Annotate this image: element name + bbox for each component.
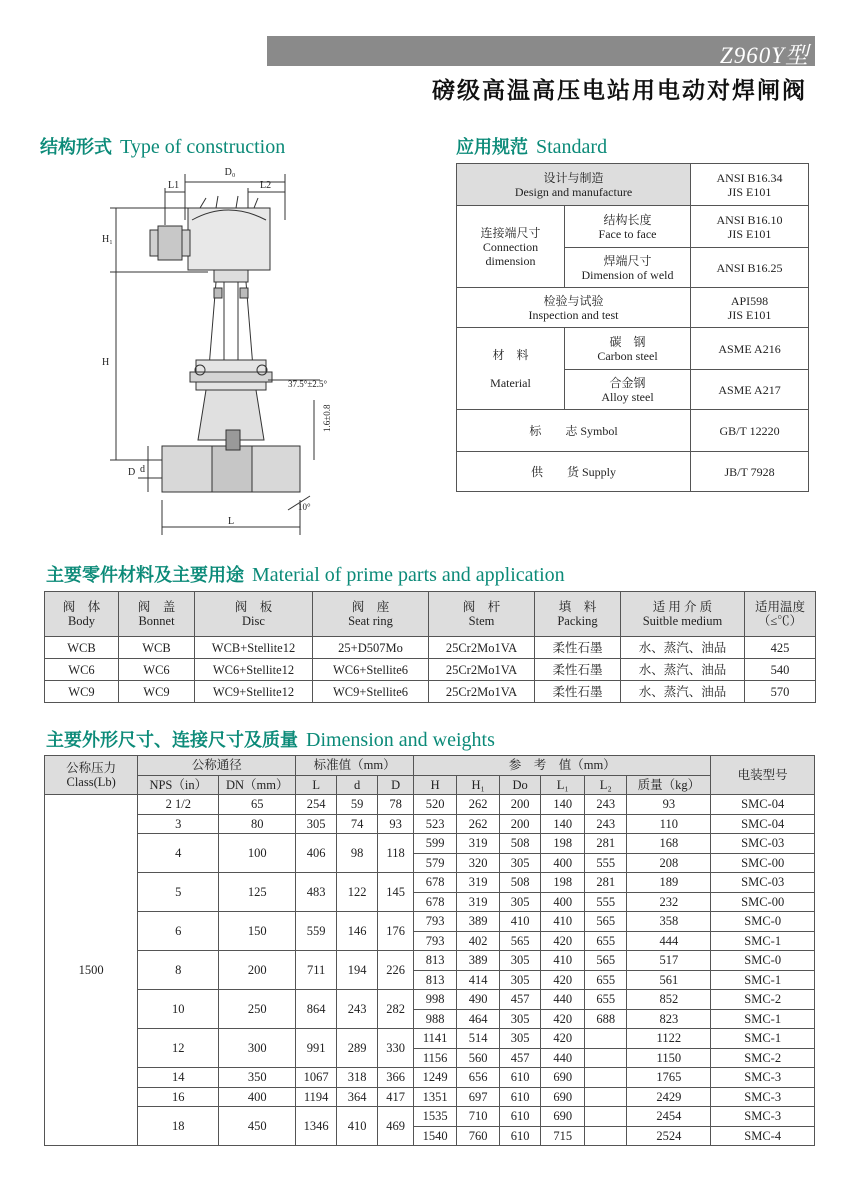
dim-value-cell: 561: [627, 970, 711, 990]
dim-value-cell: 262: [457, 814, 500, 834]
dim-value-cell: 305: [500, 1009, 541, 1029]
dim-value-cell: 697: [457, 1087, 500, 1107]
section-dimension-cn: 主要外形尺寸、连接尺寸及质量: [46, 730, 298, 751]
dim-value-cell: 610: [500, 1107, 541, 1127]
material-cell: WCB+Stellite12: [195, 637, 313, 659]
dim-dn-cell: 350: [219, 1068, 296, 1088]
dim-value-cell: 93: [627, 795, 711, 815]
dim-value-cell: 200: [500, 795, 541, 815]
dim-d-cell: 74: [337, 814, 378, 834]
std-inspection: 检验与试验 Inspection and test: [457, 288, 691, 328]
material-cell: WC9+Stellite6: [313, 681, 429, 703]
dim-value-cell: SMC-4: [711, 1126, 815, 1146]
dim-dn-cell: 450: [219, 1107, 296, 1146]
dim-value-cell: SMC-3: [711, 1107, 815, 1127]
dim-value-cell: 262: [457, 795, 500, 815]
dim-d-cell: 410: [337, 1107, 378, 1146]
dim-value-cell: 420: [541, 1029, 585, 1049]
model-banner: [267, 36, 815, 66]
dim-value-cell: 715: [541, 1126, 585, 1146]
dim-value-cell: 410: [500, 912, 541, 932]
material-cell: 水、蒸汽、油品: [621, 637, 745, 659]
dim-value-cell: 457: [500, 1048, 541, 1068]
dim-value-cell: 655: [585, 970, 627, 990]
material-cell: WCB: [119, 637, 195, 659]
dim-value-cell: SMC-2: [711, 990, 815, 1010]
dim-value-cell: 610: [500, 1126, 541, 1146]
dim-value-cell: 490: [457, 990, 500, 1010]
dim-d-cell: 417: [378, 1087, 414, 1107]
section-construction-en: Type of construction: [120, 136, 286, 158]
label-small-d: d: [140, 464, 145, 475]
section-material-en: Material of prime parts and application: [252, 564, 565, 586]
material-cell: 570: [745, 681, 816, 703]
dim-value-cell: 690: [541, 1107, 585, 1127]
dim-value-cell: SMC-03: [711, 834, 815, 854]
dim-value-cell: [585, 1029, 627, 1049]
material-header-cell: 适 用 介 质 Suitble medium: [621, 592, 745, 637]
std-weld-value: ANSI B16.25: [691, 248, 809, 288]
dim-value-cell: 410: [541, 912, 585, 932]
dim-value-cell: 420: [541, 1009, 585, 1029]
material-cell: 水、蒸汽、油品: [621, 681, 745, 703]
dim-d-cell: 78: [378, 795, 414, 815]
dim-value-cell: 198: [541, 873, 585, 893]
dim-value-cell: 140: [541, 814, 585, 834]
dim-value-cell: 402: [457, 931, 500, 951]
dim-h-class: 公称压力 Class(Lb): [45, 756, 138, 795]
dim-value-cell: 198: [541, 834, 585, 854]
dim-l-cell: 559: [296, 912, 337, 951]
dim-value-cell: SMC-1: [711, 1029, 815, 1049]
material-cell: WC6+Stellite12: [195, 659, 313, 681]
section-standard-cn: 应用规范: [456, 137, 528, 158]
dim-value-cell: 1141: [414, 1029, 457, 1049]
dim-value-cell: 420: [541, 931, 585, 951]
dim-l-cell: 711: [296, 951, 337, 990]
dim-value-cell: 1765: [627, 1068, 711, 1088]
dim-value-cell: 555: [585, 853, 627, 873]
material-header-row: [45, 592, 816, 637]
material-cell: WC6: [119, 659, 195, 681]
dim-value-cell: [585, 1126, 627, 1146]
dim-dn-cell: 400: [219, 1087, 296, 1107]
dim-value-cell: SMC-1: [711, 931, 815, 951]
dim-l-cell: 1346: [296, 1107, 337, 1146]
section-standard-en: Standard: [536, 136, 608, 158]
dim-value-cell: SMC-3: [711, 1068, 815, 1088]
label-big-d: D: [128, 467, 136, 478]
dim-d-cell: 366: [378, 1068, 414, 1088]
dim-h-dn: DN（mm）: [219, 775, 296, 795]
dim-d-cell: 93: [378, 814, 414, 834]
dim-value-cell: 2454: [627, 1107, 711, 1127]
section-construction: [40, 133, 285, 159]
label-l2: L2: [260, 180, 272, 191]
dim-dn-cell: 250: [219, 990, 296, 1029]
std-weld: 焊端尺寸 Dimension of weld: [565, 248, 691, 288]
dim-value-cell: 508: [500, 834, 541, 854]
table-row: [45, 873, 815, 893]
dim-value-cell: 760: [457, 1126, 500, 1146]
dim-d-cell: 318: [337, 1068, 378, 1088]
table-row: [45, 1068, 815, 1088]
material-header-cell: 阀 杆 Stem: [429, 592, 535, 637]
std-inspection-value: API598 JIS E101: [691, 288, 809, 328]
dim-value-cell: 319: [457, 892, 500, 912]
dim-d-cell: 194: [337, 951, 378, 990]
dim-value-cell: 1351: [414, 1087, 457, 1107]
dim-value-cell: 688: [585, 1009, 627, 1029]
dim-value-cell: 305: [500, 970, 541, 990]
dim-value-cell: SMC-2: [711, 1048, 815, 1068]
dim-value-cell: 998: [414, 990, 457, 1010]
std-face: 结构长度 Face to face: [565, 206, 691, 248]
dim-value-cell: SMC-3: [711, 1087, 815, 1107]
dim-value-cell: 813: [414, 970, 457, 990]
section-dimension: [46, 726, 495, 752]
dim-value-cell: 464: [457, 1009, 500, 1029]
dim-value-cell: 813: [414, 951, 457, 971]
dim-value-cell: SMC-0: [711, 951, 815, 971]
table-row: [45, 990, 815, 1010]
std-face-value: ANSI B16.10 JIS E101: [691, 206, 809, 248]
table-row: [45, 1107, 815, 1127]
dim-value-cell: 400: [541, 892, 585, 912]
dim-nps-cell: 18: [138, 1107, 219, 1146]
dim-d-cell: 176: [378, 912, 414, 951]
dim-value-cell: 1122: [627, 1029, 711, 1049]
material-cell: WCB: [45, 637, 119, 659]
label-d0: D₀: [224, 167, 236, 178]
std-alloy: 合金钢 Alloy steel: [565, 370, 691, 410]
std-supply: 供 货 Supply: [457, 452, 691, 492]
dim-value-cell: 243: [585, 814, 627, 834]
dim-l-cell: 483: [296, 873, 337, 912]
dim-d-cell: 282: [378, 990, 414, 1029]
standard-table: [456, 163, 809, 492]
dim-h-l: L: [296, 775, 337, 795]
dim-value-cell: 320: [457, 853, 500, 873]
dim-value-cell: SMC-1: [711, 1009, 815, 1029]
dim-nps-cell: 3: [138, 814, 219, 834]
table-row: [45, 912, 815, 932]
label-h1: H₁: [102, 234, 113, 245]
std-material: 材 料 Material: [457, 328, 565, 410]
dim-value-cell: 565: [500, 931, 541, 951]
dim-value-cell: 599: [414, 834, 457, 854]
dim-d-cell: 122: [337, 873, 378, 912]
material-row: [45, 637, 816, 659]
table-row: [45, 1029, 815, 1049]
table-row: [45, 834, 815, 854]
dim-value-cell: 508: [500, 873, 541, 893]
dim-value-cell: 420: [541, 970, 585, 990]
std-design: 设计与制造 Design and manufacture: [457, 164, 691, 206]
dim-value-cell: SMC-1: [711, 970, 815, 990]
dim-value-cell: 520: [414, 795, 457, 815]
material-cell: 水、蒸汽、油品: [621, 659, 745, 681]
dim-value-cell: 440: [541, 1048, 585, 1068]
dim-value-cell: SMC-0: [711, 912, 815, 932]
page-title: 磅级高温高压电站用电动对焊闸阀: [432, 78, 807, 104]
dim-value-cell: 610: [500, 1087, 541, 1107]
dim-value-cell: 110: [627, 814, 711, 834]
material-cell: 25Cr2Mo1VA: [429, 681, 535, 703]
dim-l-cell: 1194: [296, 1087, 337, 1107]
dim-value-cell: 523: [414, 814, 457, 834]
label-l: L: [228, 516, 235, 527]
dim-nps-cell: 12: [138, 1029, 219, 1068]
dim-l-cell: 406: [296, 834, 337, 873]
dim-value-cell: 514: [457, 1029, 500, 1049]
material-cell: 柔性石墨: [535, 681, 621, 703]
dim-nps-cell: 10: [138, 990, 219, 1029]
dim-h-h: H: [414, 775, 457, 795]
dim-h-h1: H₁: [457, 775, 500, 795]
dim-value-cell: 305: [500, 1029, 541, 1049]
label-angle: 37.5°±2.5°: [288, 379, 328, 389]
dim-value-cell: 243: [585, 795, 627, 815]
dim-nps-cell: 14: [138, 1068, 219, 1088]
valve-construction-drawing: [88, 160, 356, 535]
dim-value-cell: 1156: [414, 1048, 457, 1068]
dim-d-cell: 243: [337, 990, 378, 1029]
dim-value-cell: [585, 1107, 627, 1127]
dim-value-cell: 852: [627, 990, 711, 1010]
material-cell: WC9: [119, 681, 195, 703]
dim-value-cell: 281: [585, 834, 627, 854]
dim-value-cell: 690: [541, 1087, 585, 1107]
dim-value-cell: 400: [541, 853, 585, 873]
dim-value-cell: 655: [585, 990, 627, 1010]
material-cell: 柔性石墨: [535, 659, 621, 681]
dim-value-cell: 440: [541, 990, 585, 1010]
dim-value-cell: 2524: [627, 1126, 711, 1146]
dim-dn-cell: 100: [219, 834, 296, 873]
dim-l-cell: 1067: [296, 1068, 337, 1088]
material-row: [45, 659, 816, 681]
label-bevel: 1.6±0.8: [322, 404, 332, 432]
std-symbol: 标 志 Symbol: [457, 410, 691, 452]
dim-value-cell: SMC-03: [711, 873, 815, 893]
dim-value-cell: 560: [457, 1048, 500, 1068]
dim-value-cell: 610: [500, 1068, 541, 1088]
dim-value-cell: 678: [414, 892, 457, 912]
dim-h-actuator: 电装型号: [711, 756, 815, 795]
dim-value-cell: 232: [627, 892, 711, 912]
dim-h-do: Do: [500, 775, 541, 795]
dim-d-cell: 145: [378, 873, 414, 912]
dim-h-l1: L₁: [541, 775, 585, 795]
material-cell: 540: [745, 659, 816, 681]
material-cell: WC9+Stellite12: [195, 681, 313, 703]
dim-d-cell: 364: [337, 1087, 378, 1107]
material-header-cell: 阀 板 Disc: [195, 592, 313, 637]
section-dimension-en: Dimension and weights: [306, 729, 495, 751]
dim-dn-cell: 150: [219, 912, 296, 951]
dim-value-cell: 655: [585, 931, 627, 951]
dim-value-cell: 319: [457, 834, 500, 854]
dim-value-cell: 1535: [414, 1107, 457, 1127]
std-alloy-value: ASME A217: [691, 370, 809, 410]
section-material-cn: 主要零件材料及主要用途: [46, 565, 244, 586]
dim-l-cell: 991: [296, 1029, 337, 1068]
label-ten-degree: 10°: [298, 502, 311, 512]
dim-value-cell: 389: [457, 951, 500, 971]
dim-value-cell: 444: [627, 931, 711, 951]
table-row: [45, 814, 815, 834]
dim-value-cell: 208: [627, 853, 711, 873]
dim-value-cell: 305: [500, 951, 541, 971]
dim-d-cell: 146: [337, 912, 378, 951]
material-cell: 25+D507Mo: [313, 637, 429, 659]
material-cell: 425: [745, 637, 816, 659]
table-row: [45, 1087, 815, 1107]
dim-dn-cell: 125: [219, 873, 296, 912]
label-h: H: [102, 357, 110, 368]
dim-h-nominal: 公称通径: [138, 756, 296, 776]
dim-dn-cell: 300: [219, 1029, 296, 1068]
std-symbol-value: GB/T 12220: [691, 410, 809, 452]
dim-value-cell: 1150: [627, 1048, 711, 1068]
dim-value-cell: 189: [627, 873, 711, 893]
table-row: [45, 795, 815, 815]
label-l1: L1: [168, 180, 180, 191]
dim-dn-cell: 65: [219, 795, 296, 815]
dim-h-reference: 参 考 值（mm）: [414, 756, 711, 776]
dim-value-cell: 457: [500, 990, 541, 1010]
material-cell: 25Cr2Mo1VA: [429, 637, 535, 659]
material-cell: 25Cr2Mo1VA: [429, 659, 535, 681]
dim-d-cell: 118: [378, 834, 414, 873]
section-construction-cn: 结构形式: [40, 137, 112, 158]
std-carbon-value: ASME A216: [691, 328, 809, 370]
material-header-cell: 适用温度 （≤℃）: [745, 592, 816, 637]
section-material: [46, 561, 565, 587]
dim-value-cell: 200: [500, 814, 541, 834]
dim-value-cell: 358: [627, 912, 711, 932]
material-cell: 柔性石墨: [535, 637, 621, 659]
dim-value-cell: 793: [414, 912, 457, 932]
dim-value-cell: 140: [541, 795, 585, 815]
material-cell: WC6: [45, 659, 119, 681]
std-connection: 连接端尺寸 Connection dimension: [457, 206, 565, 288]
dim-value-cell: 565: [585, 951, 627, 971]
dim-value-cell: [585, 1087, 627, 1107]
dim-value-cell: 678: [414, 873, 457, 893]
material-cell: WC6+Stellite6: [313, 659, 429, 681]
material-header-cell: 阀 座 Seat ring: [313, 592, 429, 637]
dimension-table: [44, 755, 815, 1146]
dim-d-cell: 289: [337, 1029, 378, 1068]
dim-l-cell: 864: [296, 990, 337, 1029]
dim-h-nps: NPS（in）: [138, 775, 219, 795]
dim-value-cell: SMC-04: [711, 795, 815, 815]
dim-value-cell: 823: [627, 1009, 711, 1029]
dim-value-cell: 281: [585, 873, 627, 893]
dim-nps-cell: 5: [138, 873, 219, 912]
material-header-cell: 阀 体 Body: [45, 592, 119, 637]
dim-d-cell: 469: [378, 1107, 414, 1146]
dim-value-cell: 168: [627, 834, 711, 854]
dim-value-cell: [585, 1068, 627, 1088]
dim-value-cell: 2429: [627, 1087, 711, 1107]
dim-h-d-small: d: [337, 775, 378, 795]
dim-nps-cell: 16: [138, 1087, 219, 1107]
material-table: [44, 591, 816, 703]
material-header-cell: 阀 盖 Bonnet: [119, 592, 195, 637]
dim-nps-cell: 8: [138, 951, 219, 990]
dim-l-cell: 254: [296, 795, 337, 815]
dim-h-standard: 标准值（mm）: [296, 756, 414, 776]
dim-value-cell: 389: [457, 912, 500, 932]
std-design-value: ANSI B16.34 JIS E101: [691, 164, 809, 206]
dim-value-cell: 793: [414, 931, 457, 951]
dim-nps-cell: 2 1/2: [138, 795, 219, 815]
dim-d-cell: 98: [337, 834, 378, 873]
dim-value-cell: 319: [457, 873, 500, 893]
dim-d-cell: 330: [378, 1029, 414, 1068]
dim-value-cell: SMC-04: [711, 814, 815, 834]
material-header-cell: 填 料 Packing: [535, 592, 621, 637]
dim-value-cell: 988: [414, 1009, 457, 1029]
dim-value-cell: SMC-00: [711, 853, 815, 873]
dim-value-cell: 690: [541, 1068, 585, 1088]
dim-h-weight: 质量（kg）: [627, 775, 711, 795]
dim-class-cell: 1500: [45, 795, 138, 1146]
material-cell: WC9: [45, 681, 119, 703]
dim-h-l2: L₂: [585, 775, 627, 795]
std-carbon: 碳 钢 Carbon steel: [565, 328, 691, 370]
dim-value-cell: 710: [457, 1107, 500, 1127]
dim-value-cell: 555: [585, 892, 627, 912]
dim-nps-cell: 6: [138, 912, 219, 951]
dim-dn-cell: 200: [219, 951, 296, 990]
dim-value-cell: 656: [457, 1068, 500, 1088]
dim-value-cell: 410: [541, 951, 585, 971]
dim-h-d-big: D: [378, 775, 414, 795]
dim-dn-cell: 80: [219, 814, 296, 834]
dim-value-cell: 1249: [414, 1068, 457, 1088]
dim-d-cell: 59: [337, 795, 378, 815]
dim-value-cell: SMC-00: [711, 892, 815, 912]
dim-l-cell: 305: [296, 814, 337, 834]
dim-d-cell: 226: [378, 951, 414, 990]
dim-nps-cell: 4: [138, 834, 219, 873]
dim-value-cell: 565: [585, 912, 627, 932]
dim-value-cell: 579: [414, 853, 457, 873]
std-supply-value: JB/T 7928: [691, 452, 809, 492]
dim-value-cell: 305: [500, 892, 541, 912]
dim-value-cell: 414: [457, 970, 500, 990]
table-row: [45, 951, 815, 971]
material-row: [45, 681, 816, 703]
dim-value-cell: 1540: [414, 1126, 457, 1146]
model-code: Z960Y型: [719, 43, 809, 68]
dim-value-cell: [585, 1048, 627, 1068]
dim-value-cell: 517: [627, 951, 711, 971]
dim-value-cell: 305: [500, 853, 541, 873]
section-standard: [456, 133, 607, 159]
